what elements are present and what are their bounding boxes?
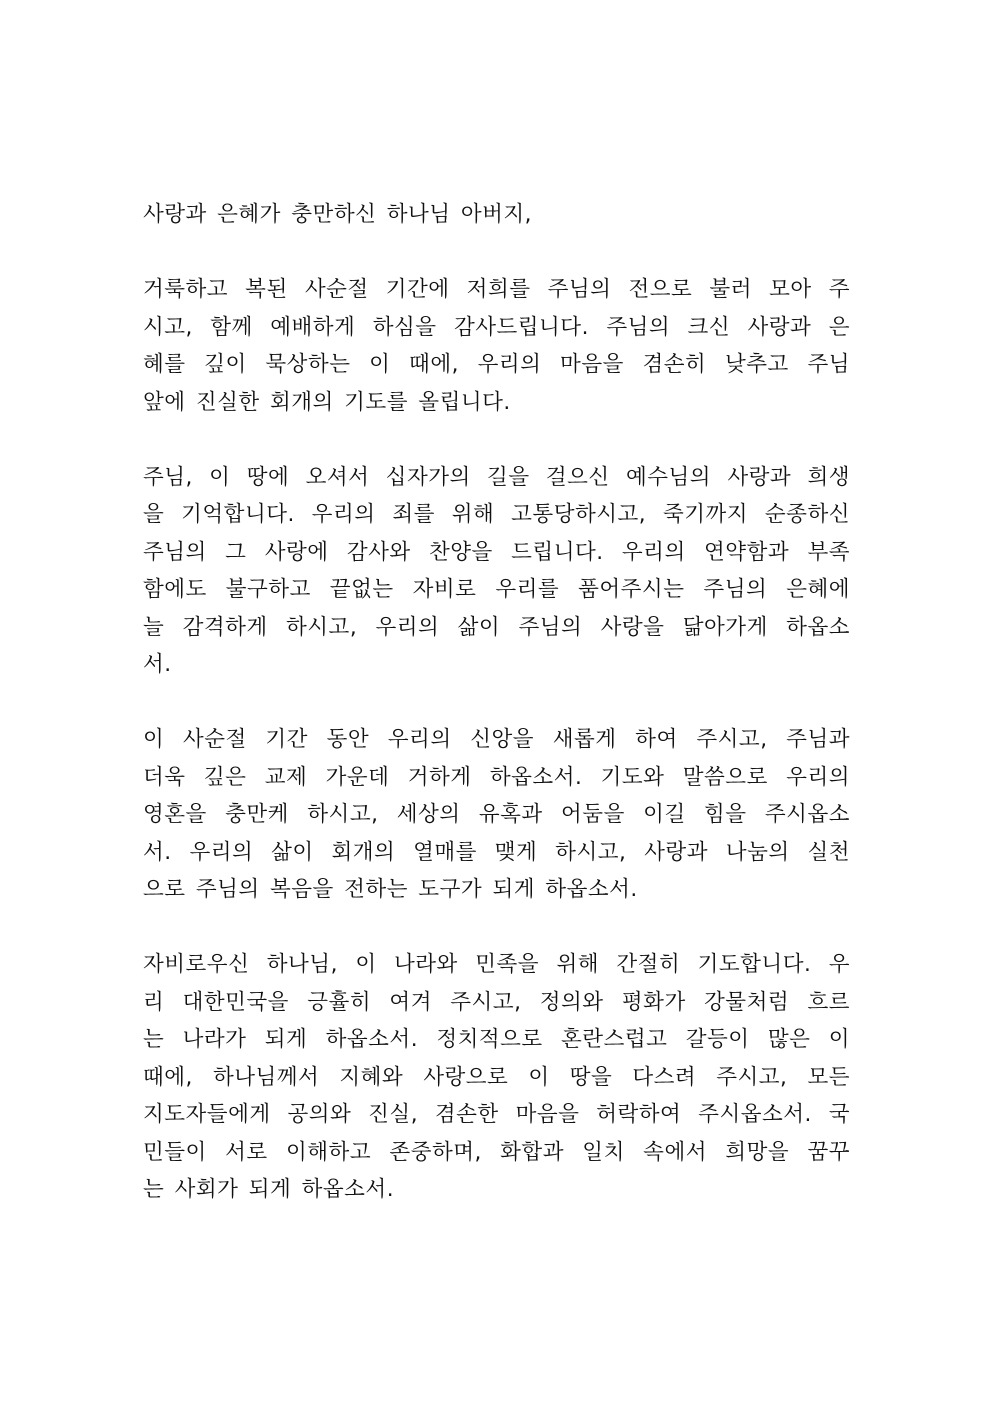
paragraph bbox=[143, 271, 850, 421]
paragraph-line: 는 사회가 되게 하옵소서. bbox=[143, 1177, 395, 1202]
paragraph-line: 늘 감격하게 하시고, 우리의 삶이 주님의 사랑을 닮아가게 하옵소 bbox=[143, 614, 850, 640]
paragraph bbox=[143, 459, 850, 684]
paragraph-line: 앞에 진실한 회개의 기도를 올립니다. bbox=[143, 389, 511, 415]
paragraph-line: 리 대한민국을 긍휼히 여겨 주시고, 정의와 평화가 강물처럼 흐르 bbox=[143, 989, 850, 1015]
paragraph-line: 서. bbox=[143, 652, 172, 677]
greeting-line: 사랑과 은혜가 충만하신 하나님 아버지, bbox=[143, 202, 532, 227]
paragraph-line: 혜를 깊이 묵상하는 이 때에, 우리의 마음을 겸손히 낮추고 주님 bbox=[143, 352, 850, 377]
paragraph-line: 민들이 서로 이해하고 존중하며, 화합과 일치 속에서 희망을 꿈꾸 bbox=[143, 1139, 850, 1165]
paragraph-line: 거룩하고 복된 사순절 기간에 저희를 주님의 전으로 불러 모아 주 bbox=[143, 277, 850, 302]
paragraph-line: 주님, 이 땅에 오셔서 십자가의 길을 걸으신 예수님의 사랑과 희생 bbox=[143, 464, 850, 490]
paragraph-line: 더욱 깊은 교제 가운데 거하게 하옵소서. 기도와 말씀으로 우리의 bbox=[143, 764, 850, 790]
paragraph-line: 자비로우신 하나님, 이 나라와 민족을 위해 간절히 기도합니다. 우 bbox=[143, 952, 850, 977]
paragraph bbox=[143, 721, 850, 909]
paragraph-line: 영혼을 충만케 하시고, 세상의 유혹과 어둠을 이길 힘을 주시옵소 bbox=[143, 802, 850, 827]
paragraph-line: 함에도 불구하고 끝없는 자비로 우리를 품어주시는 주님의 은혜에 bbox=[143, 577, 850, 602]
paragraph-line: 서. 우리의 삶이 회개의 열매를 맺게 하시고, 사랑과 나눔의 실천 bbox=[143, 839, 850, 865]
paragraph-line: 으로 주님의 복음을 전하는 도구가 되게 하옵소서. bbox=[143, 877, 638, 902]
paragraph-line: 는 나라가 되게 하옵소서. 정치적으로 혼란스럽고 갈등이 많은 이 bbox=[143, 1027, 850, 1052]
paragraph bbox=[143, 946, 850, 1209]
paragraph-line: 때에, 하나님께서 지혜와 사랑으로 이 땅을 다스려 주시고, 모든 bbox=[143, 1064, 850, 1090]
paragraph-line: 시고, 함께 예배하게 하심을 감사드립니다. 주님의 크신 사랑과 은 bbox=[143, 314, 850, 340]
paragraph-line: 이 사순절 기간 동안 우리의 신앙을 새롭게 하여 주시고, 주님과 bbox=[143, 727, 850, 752]
paragraph-line: 을 기억합니다. 우리의 죄를 위해 고통당하시고, 죽기까지 순종하신 bbox=[143, 502, 850, 527]
prayer-text bbox=[143, 196, 850, 1246]
prayer-paragraphs bbox=[143, 271, 850, 1209]
paragraph-line: 주님의 그 사랑에 감사와 찬양을 드립니다. 우리의 연약함과 부족 bbox=[143, 539, 850, 565]
paragraph-line: 지도자들에게 공의와 진실, 겸손한 마음을 허락하여 주시옵소서. 국 bbox=[143, 1102, 850, 1127]
